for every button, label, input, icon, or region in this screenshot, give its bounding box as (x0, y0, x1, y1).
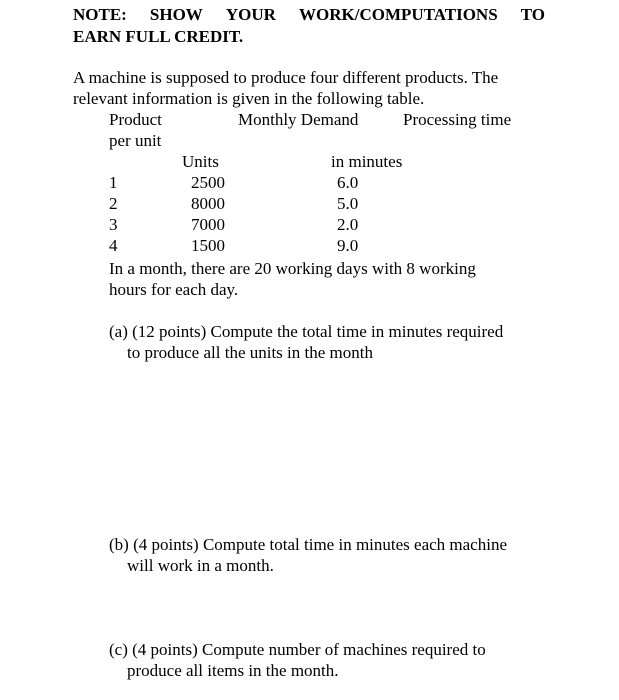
table-header-processing: Processing time (403, 110, 512, 129)
table-header-in-minutes: in minutes (331, 152, 403, 171)
intro-line-2: relevant information is given in the following table. (73, 89, 425, 108)
question-c-line-2: produce all items in the month. (127, 661, 339, 680)
table-cell-product: 1 (109, 173, 118, 192)
table-cell-minutes: 5.0 (337, 194, 359, 213)
question-a-line-1: (a) (12 points) Compute the total time in minutes required (109, 322, 504, 341)
note-heading (73, 4, 545, 48)
note-line-2: EARN FULL CREDIT. (73, 27, 244, 46)
table-header-units: Units (182, 152, 219, 171)
table-cell-minutes: 9.0 (337, 236, 359, 255)
note-word: SHOW (149, 5, 203, 24)
table-cell-units: 7000 (191, 215, 225, 234)
table-cell-minutes: 2.0 (337, 215, 359, 234)
working-line-2: hours for each day. (109, 280, 239, 299)
table-header-per-unit: per unit (109, 131, 162, 150)
question-c-line-1: (c) (4 points) Compute number of machines required to (109, 640, 486, 659)
table-header-product: Product (109, 110, 162, 129)
intro-line-1: A machine is supposed to produce four different products. The (73, 68, 499, 87)
table-cell-units: 2500 (191, 173, 225, 192)
note-word: TO (520, 5, 545, 24)
table-cell-product: 3 (109, 215, 118, 234)
table-cell-units: 1500 (191, 236, 225, 255)
note-word: WORK/COMPUTATIONS (299, 5, 498, 24)
table-cell-units: 8000 (191, 194, 225, 213)
question-b-line-1: (b) (4 points) Compute total time in minutes each machine (109, 535, 507, 554)
question-a-line-2: to produce all the units in the month (127, 343, 373, 362)
table-cell-product: 4 (109, 236, 118, 255)
table-cell-minutes: 6.0 (337, 173, 359, 192)
note-word: NOTE: (73, 5, 127, 24)
note-word: YOUR (225, 5, 276, 24)
table-cell-product: 2 (109, 194, 118, 213)
working-line-1: In a month, there are 20 working days with 8 working (109, 259, 476, 278)
table-header-demand: Monthly Demand (238, 110, 359, 129)
note-line-1 (73, 4, 545, 26)
question-b-line-2: will work in a month. (127, 556, 274, 575)
